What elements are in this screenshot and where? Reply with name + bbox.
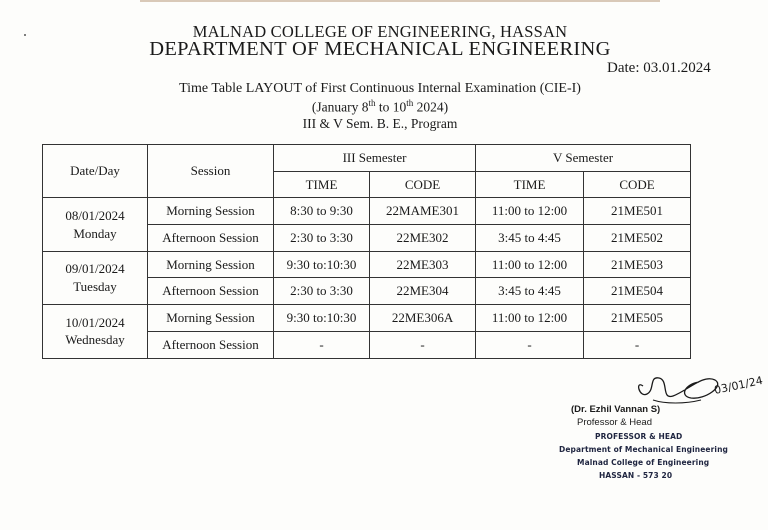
sem3-code-header: CODE [370,171,476,198]
header-row-1 [43,145,691,172]
signature-block [555,370,764,520]
sem5-time-cell: 11:00 to 12:00 [476,251,584,278]
sem3-code-cell: - [370,331,476,358]
sem3-time-cell: 8:30 to 9:30 [274,198,370,225]
timetable-title: Time Table LAYOUT of First Continuous Internal Examination (CIE-I) [179,81,581,96]
col-header-date-day: Date/Day [43,145,148,198]
date-day-cell: 08/01/2024 Monday [43,198,148,251]
stamp-line: HASSAN - 573 20 [599,471,673,480]
sem3-code-cell: 22ME302 [370,225,476,252]
svg-text:03/01/24: 03/01/24 [712,373,764,397]
signatory-name: (Dr. Ezhil Vannan S) [571,404,661,415]
sem3-time-cell: 2:30 to 3:30 [274,278,370,305]
session-cell: Morning Session [148,251,274,278]
sem3-code-cell: 22MAME301 [370,198,476,225]
sem5-code-cell: - [584,331,691,358]
signatory-role: Professor & Head [577,417,652,428]
sem5-code-cell: 21ME501 [584,198,691,225]
sem5-time-cell: 3:45 to 4:45 [476,278,584,305]
table-row [43,305,691,332]
department-title: DEPARTMENT OF MECHANICAL ENGINEERING [149,38,611,60]
sem5-code-header: CODE [584,171,691,198]
stamp-line: PROFESSOR & HEAD [595,432,683,441]
col-header-sem5: V Semester [476,145,691,172]
sem5-code-cell: 21ME503 [584,251,691,278]
exam-timetable [42,144,691,359]
sem3-time-cell: 9:30 to:10:30 [274,251,370,278]
document-date: Date: 03.01.2024 [607,60,711,76]
program-line: III & V Sem. B. E., Program [302,116,458,131]
sem5-code-cell: 21ME502 [584,225,691,252]
sem5-time-cell: 11:00 to 12:00 [476,198,584,225]
exam-date-range: (January 8th to 10th 2024) [311,98,449,115]
sem3-time-cell: 9:30 to:10:30 [274,305,370,332]
sem3-code-cell: 22ME306A [370,305,476,332]
sem5-time-cell: - [476,331,584,358]
table-row [43,198,691,225]
sem3-time-cell: - [274,331,370,358]
session-cell: Morning Session [148,305,274,332]
stamp-line: Malnad College of Engineering [577,458,710,467]
sem5-time-cell: 11:00 to 12:00 [476,305,584,332]
sem5-code-cell: 21ME505 [584,305,691,332]
sem3-code-cell: 22ME303 [370,251,476,278]
session-cell: Morning Session [148,198,274,225]
sem5-code-cell: 21ME504 [584,278,691,305]
sem3-time-cell: 2:30 to 3:30 [274,225,370,252]
stamp-line: Department of Mechanical Engineering [559,445,728,454]
college-name: MALNAD COLLEGE OF ENGINEERING, HASSAN [192,22,568,41]
session-cell: Afternoon Session [148,225,274,252]
table-row [43,251,691,278]
sem3-time-header: TIME [274,171,370,198]
session-cell: Afternoon Session [148,331,274,358]
session-cell: Afternoon Session [148,278,274,305]
col-header-session: Session [148,145,274,198]
sem3-code-cell: 22ME304 [370,278,476,305]
date-day-cell: 09/01/2024 Tuesday [43,251,148,304]
sem5-time-header: TIME [476,171,584,198]
date-day-cell: 10/01/2024 Wednesday [43,305,148,358]
sem5-time-cell: 3:45 to 4:45 [476,225,584,252]
top-border-line [140,0,660,2]
col-header-sem3: III Semester [274,145,476,172]
